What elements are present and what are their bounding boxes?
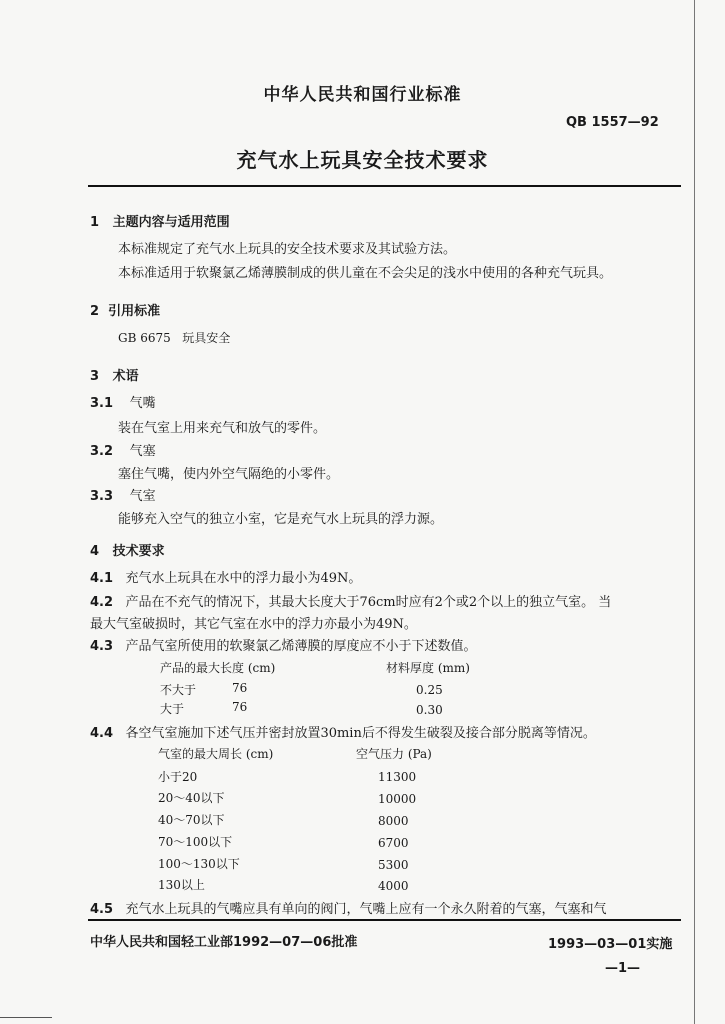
standard-code: QB 1557—92 — [566, 115, 659, 130]
implementation-date: 1993—03—01实施 — [548, 937, 673, 952]
scan-edge-mark — [0, 1017, 52, 1018]
section-1-heading: 1 主题内容与适用范围 — [90, 215, 230, 230]
pressure-row-perimeter: 40～70以下 — [158, 813, 225, 827]
term-3-3-definition: 能够充入空气的独立小室，它是充气水上玩具的浮力源。 — [118, 512, 444, 527]
pressure-row-perimeter: 100～130以下 — [158, 857, 240, 871]
page-number: —1— — [605, 961, 641, 976]
term-3-1-definition: 装在气室上用来充气和放气的零件。 — [118, 421, 327, 436]
pressure-row-perimeter: 130以上 — [158, 878, 205, 892]
clause-4-2-line-2: 最大气室破损时，其它气室在水中的浮力亦最小为49N。 — [90, 617, 417, 632]
section-2-heading: 2 引用标准 — [90, 304, 161, 319]
document-title: 充气水上玩具安全技术要求 — [236, 148, 489, 172]
section-1-paragraph-2: 本标准适用于软聚氯乙烯薄膜制成的供儿童在不会尖足的浅水中使用的各种充气玩具。 — [118, 266, 613, 281]
pressure-row-value: 10000 — [378, 792, 417, 806]
reference-standard: GB 6675 玩具安全 — [118, 331, 231, 345]
clause-4-2-line-1: 4.2 产品在不充气的情况下，其最大长度大于76cm时应有2个或2个以上的独立气室。 当 — [90, 595, 612, 610]
pressure-row-perimeter: 小于20 — [158, 770, 198, 784]
pressure-row-value: 4000 — [378, 879, 409, 893]
section-4-heading: 4 技术要求 — [90, 544, 165, 559]
issuing-authority: 中华人民共和国行业标准 — [263, 85, 462, 105]
term-3-2-definition: 塞住气嘴，使内外空气隔绝的小零件。 — [118, 467, 340, 482]
header-rule — [88, 185, 681, 187]
footer-rule — [88, 919, 681, 921]
thickness-row-value: 0.30 — [416, 703, 443, 717]
scan-edge-line — [694, 0, 695, 1024]
thickness-table-header-length: 产品的最大长度 (cm) — [160, 661, 276, 675]
thickness-row-value: 0.25 — [416, 683, 443, 697]
pressure-row-value: 5300 — [378, 858, 409, 872]
term-3-1: 3.1 气嘴 — [90, 396, 156, 411]
pressure-row-perimeter: 70～100以下 — [158, 835, 233, 849]
pressure-row-perimeter: 20～40以下 — [158, 791, 225, 805]
thickness-row-length: 76 — [232, 700, 248, 714]
term-3-3: 3.3 气室 — [90, 489, 156, 504]
pressure-row-value: 6700 — [378, 836, 409, 850]
thickness-table-header-thickness: 材料厚度 (mm) — [386, 661, 470, 675]
thickness-row-cond: 大于 — [160, 702, 185, 716]
thickness-row-length: 76 — [232, 681, 248, 695]
pressure-table-header-pressure: 空气压力 (Pa) — [356, 747, 432, 761]
pressure-row-value: 11300 — [378, 770, 417, 784]
section-3-heading: 3 术语 — [90, 369, 139, 384]
term-3-2: 3.2 气塞 — [90, 444, 156, 459]
thickness-row-cond: 不大于 — [160, 683, 197, 697]
approval-line: 中华人民共和国轻工业部1992—07—06批准 — [90, 935, 358, 950]
pressure-row-value: 8000 — [378, 814, 409, 828]
clause-4-1: 4.1 充气水上玩具在水中的浮力最小为49N。 — [90, 571, 362, 586]
section-1-paragraph-1: 本标准规定了充气水上玩具的安全技术要求及其试验方法。 — [118, 242, 457, 257]
clause-4-4: 4.4 各空气室施加下述气压并密封放置30min后不得发生破裂及接合部分脱离等情况。 — [90, 726, 596, 741]
clause-4-5: 4.5 充气水上玩具的气嘴应具有单向的阀门，气嘴上应有一个永久附着的气塞，气塞和气 — [90, 902, 607, 917]
clause-4-3: 4.3 产品气室所使用的软聚氯乙烯薄膜的厚度应不小于下述数值。 — [90, 639, 477, 654]
pressure-table-header-perimeter: 气室的最大周长 (cm) — [158, 747, 274, 761]
